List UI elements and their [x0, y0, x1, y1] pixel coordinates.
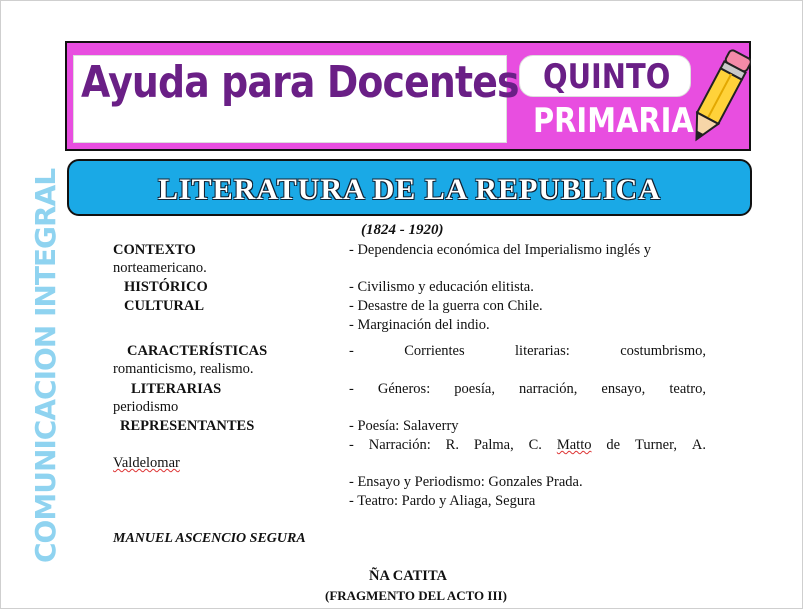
- generos-item-cont: periodismo: [113, 399, 179, 415]
- contexto-item: - Dependencia económica del Imperialismo inglés y: [349, 242, 651, 258]
- brand-title: Ayuda para Docentes: [81, 57, 519, 108]
- text-fragment: poesía,: [454, 381, 495, 397]
- narracion-item-cont: Valdelomar: [113, 455, 180, 471]
- text-fragment: A.: [691, 437, 706, 453]
- header-banner: [65, 41, 751, 151]
- literarias-label: LITERARIAS: [131, 381, 222, 397]
- subject-title-bar: [67, 159, 752, 216]
- contexto-label: CONTEXTO: [113, 242, 196, 258]
- text-fragment: Corrientes: [404, 343, 465, 359]
- text-fragment: Turner,: [634, 437, 677, 453]
- side-subject-label: COMUNICACION INTEGRAL: [29, 168, 62, 563]
- text-fragment: de: [606, 437, 621, 453]
- text-fragment: narración,: [519, 381, 578, 397]
- caracteristicas-label: CARACTERÍSTICAS: [127, 343, 268, 359]
- cultural-item: - Desastre de la guerra con Chile.: [349, 298, 543, 314]
- date-range: (1824 - 1920): [361, 222, 444, 238]
- work-subtitle: (FRAGMENTO DEL ACTO III): [325, 588, 507, 603]
- poesia-item: - Poesía: Salaverry: [349, 418, 459, 434]
- text-fragment: -: [349, 437, 354, 453]
- marginacion-item: - Marginación del indio.: [349, 317, 490, 333]
- work-title: ÑA CATITA: [369, 568, 448, 584]
- text-fragment: -: [349, 343, 354, 359]
- grade-label-line2: PRIMARIA: [533, 101, 694, 141]
- teatro-item: - Teatro: Pardo y Aliaga, Segura: [349, 493, 536, 509]
- historico-item: - Civilismo y educación elitista.: [349, 279, 534, 295]
- text-fragment: C.: [528, 437, 542, 453]
- text-fragment: -: [349, 381, 354, 397]
- subject-title: LITERATURA DE LA REPUBLICA: [157, 173, 662, 206]
- text-fragment: teatro,: [669, 381, 706, 397]
- text-fragment: Géneros:: [377, 381, 431, 397]
- corrientes-item: [349, 342, 706, 360]
- pencil-icon: [687, 45, 751, 149]
- text-fragment: Matto: [556, 437, 592, 453]
- narracion-item: [349, 436, 706, 454]
- text-fragment: ensayo,: [601, 381, 646, 397]
- generos-item: [349, 380, 706, 398]
- text-fragment: R.: [445, 437, 459, 453]
- cultural-label: CULTURAL: [124, 298, 205, 314]
- historico-label: HISTÓRICO: [124, 279, 208, 295]
- contexto-item-cont: norteamericano.: [113, 260, 207, 276]
- author-name: MANUEL ASCENCIO SEGURA: [113, 531, 306, 546]
- representantes-label: REPRESENTANTES: [120, 418, 255, 434]
- text-fragment: costumbrismo,: [620, 343, 706, 359]
- text-fragment: Palma,: [473, 437, 514, 453]
- text-fragment: Narración:: [368, 437, 431, 453]
- text-fragment: literarias:: [515, 343, 570, 359]
- ensayo-item: - Ensayo y Periodismo: Gonzales Prada.: [349, 474, 583, 490]
- corrientes-item-cont: romanticismo, realismo.: [113, 361, 254, 377]
- grade-label-line1: QUINTO: [543, 57, 671, 97]
